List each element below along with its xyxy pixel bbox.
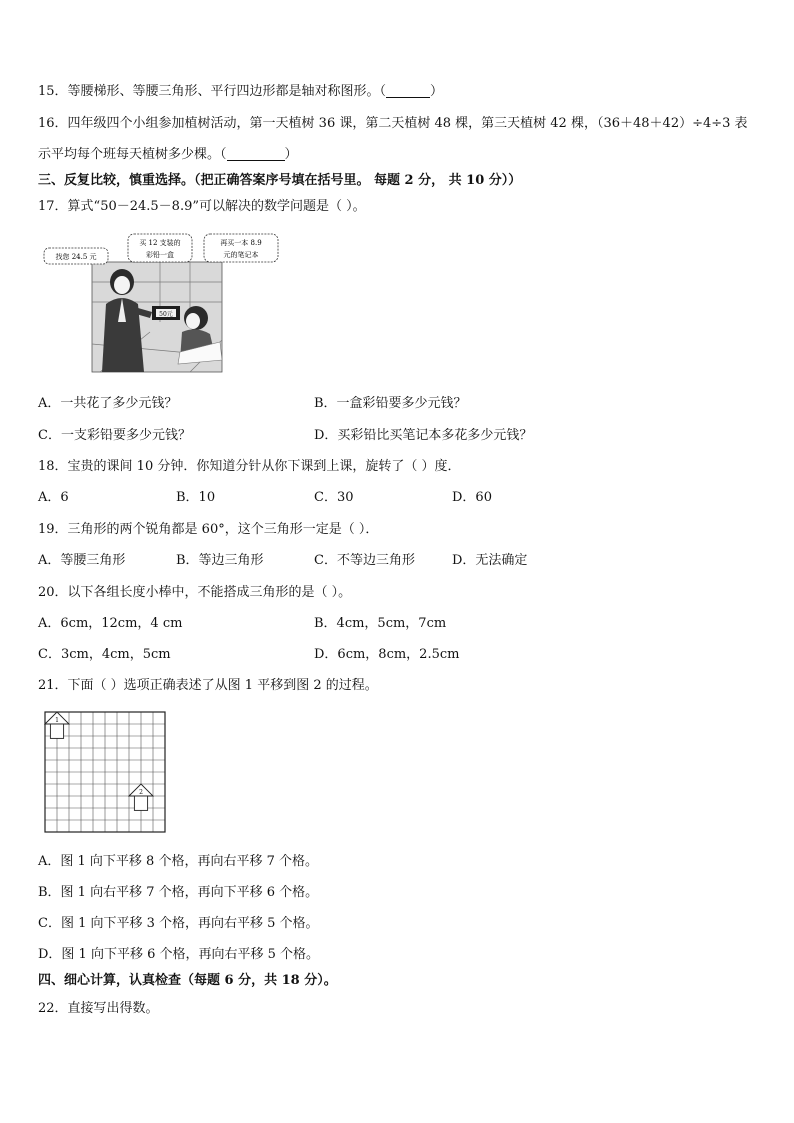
q20-option-b[interactable]: B．4cm，5cm，7cm (314, 616, 447, 631)
question-15-text: 15．等腰梯形、等腰三角形、平行四边形都是轴对称图形。（ (38, 84, 387, 99)
translation-grid-figure (43, 710, 167, 834)
bubble-notebook (204, 234, 278, 262)
section-3-heading: 三、反复比较，慎重选择。（把正确答案序号填在括号里。 每题 2 分， 共 10 分）） (38, 173, 522, 188)
question-22-stem: 22．直接写出得数。 (38, 1001, 159, 1016)
question-19-stem: 19．三角形的两个锐角都是 60°，这个三角形一定是（ ）． (38, 522, 379, 537)
q18-option-b[interactable]: B．10 (176, 490, 216, 505)
section-4-heading: 四、细心计算，认真检查（每题 6 分，共 18 分）。 (38, 973, 337, 988)
q21-option-c[interactable]: C．图 1 向下平移 3 个格，再向右平移 5 个格。 (38, 916, 319, 931)
q17-option-b[interactable]: B．一盒彩铅要多少元钱？ (314, 396, 467, 411)
q19-option-b[interactable]: B．等边三角形 (176, 553, 264, 568)
q21-option-b[interactable]: B．图 1 向右平移 7 个格，再向下平移 6 个格。 (38, 885, 319, 900)
q19-option-c[interactable]: C．不等边三角形 (314, 553, 415, 568)
answer-blank-16[interactable] (227, 146, 285, 161)
question-15: 15．等腰梯形、等腰三角形、平行四边形都是轴对称图形。（ ） (38, 84, 444, 99)
q18-option-a[interactable]: A．6 (38, 490, 69, 505)
q21-option-a[interactable]: A．图 1 向下平移 8 个格，再向右平移 7 个格。 (38, 854, 318, 869)
question-20-stem: 20．以下各组长度小棒中，不能搭成三角形的是（ ）。 (38, 585, 352, 600)
house-1-label: 1 (55, 717, 59, 725)
q18-option-d[interactable]: D．60 (452, 490, 492, 505)
bubble-pencils (128, 234, 192, 262)
q19-option-d[interactable]: D．无法确定 (452, 553, 528, 568)
house-figure-2 (129, 784, 153, 810)
svg-text:元的笔记本: 元的笔记本 (223, 251, 259, 259)
answer-blank-15[interactable] (386, 83, 430, 98)
q21-option-d[interactable]: D．图 1 向下平移 6 个格，再向右平移 5 个格。 (38, 947, 320, 962)
q20-option-c[interactable]: C．3cm，4cm，5cm (38, 647, 171, 662)
svg-text:再买一本 8.9: 再买一本 8.9 (220, 239, 262, 247)
svg-text:彩铅一盒: 彩铅一盒 (146, 251, 174, 259)
q17-option-c[interactable]: C．一支彩铅要多少元钱？ (38, 428, 191, 443)
svg-text:找您 24.5 元: 找您 24.5 元 (55, 253, 97, 261)
question-21-stem: 21．下面（ ）选项正确表述了从图 1 平移到图 2 的过程。 (38, 678, 378, 693)
shop-illustration (40, 232, 280, 374)
bubble-change (44, 248, 108, 264)
house-2-label: 2 (139, 789, 143, 797)
q17-option-a[interactable]: A．一共花了多少元钱？ (38, 396, 178, 411)
q18-option-c[interactable]: C．30 (314, 490, 354, 505)
q20-option-a[interactable]: A．6cm，12cm，4 cm (38, 616, 183, 631)
money-sign-label: 50元 (159, 311, 173, 318)
question-16-line-2: 示平均每个班每天植树多少棵。（ ） (38, 147, 298, 162)
question-17-stem: 17．算式“50－24.5－8.9”可以解决的数学问题是（ ）。 (38, 199, 366, 214)
q17-option-d[interactable]: D．买彩铅比买笔记本多花多少元钱？ (314, 428, 533, 443)
house-figure-1 (45, 712, 69, 738)
svg-text:买 12 支装的: 买 12 支装的 (139, 239, 181, 247)
q19-option-a[interactable]: A．等腰三角形 (38, 553, 126, 568)
q20-option-d[interactable]: D．6cm，8cm，2.5cm (314, 647, 460, 662)
question-18-stem: 18．宝贵的课间 10 分钟．你知道分针从你下课到上课，旋转了（ ）度． (38, 459, 461, 474)
question-16-line-1: 16．四年级四个小组参加植树活动，第一天植树 36 课，第二天植树 48 棵，第三天植树 42 棵，（36＋48＋42）÷4÷3 表 (38, 116, 748, 131)
